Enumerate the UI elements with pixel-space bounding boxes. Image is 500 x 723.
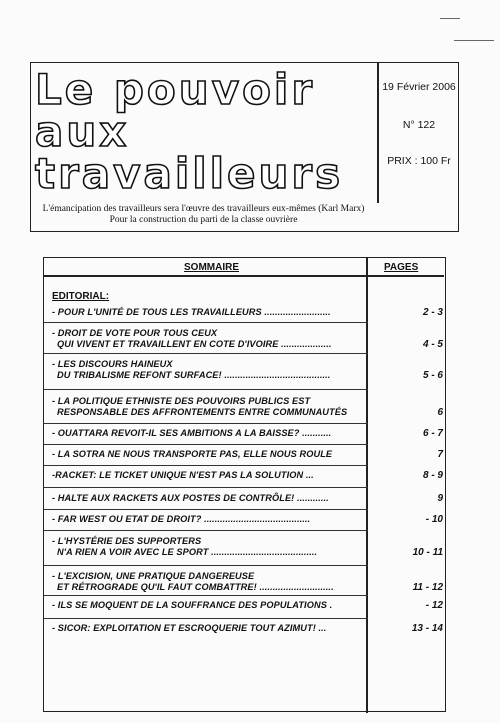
toc-entry: [52, 514, 362, 525]
toc-entry: [52, 571, 362, 593]
toc-row-separator: [44, 618, 368, 619]
toc-entry-title-line: - L'EXCISION, UNE PRATIQUE DANGEREUSE: [52, 571, 255, 581]
toc-entry: [52, 428, 362, 439]
issue-price: PRIX : 100 Fr: [387, 155, 451, 167]
toc-entry-pages: 9: [437, 493, 443, 504]
toc-section-editorial: EDITORIAL:: [52, 291, 110, 302]
scan-mark: [440, 18, 460, 19]
toc-row-separator: [44, 530, 368, 531]
toc-entry-title-line: - OUATTARA REVOIT-IL SES AMBITIONS A LA BAISSE? ...........: [52, 428, 332, 438]
toc-entry-pages: 13 - 14: [411, 623, 443, 634]
title-line-1: Le pouvoir: [35, 65, 316, 114]
toc-entry-pages: 5 - 6: [422, 370, 443, 381]
toc-entry-pages: 6: [437, 407, 443, 418]
table-of-contents: [43, 257, 446, 712]
toc-entry-title-line: - LA POLITIQUE ETHNISTE DES POUVOIRS PUBLICS EST: [52, 396, 311, 406]
toc-entry-title-line: - HALTE AUX RACKETS AUX POSTES DE CONTRÔLE! ............: [52, 493, 329, 503]
toc-row-separator: [44, 389, 368, 390]
toc-entry-pages: 4 - 5: [422, 339, 443, 350]
subtitle-quote: L'émancipation des travailleurs sera l'œuvre des travailleurs eux-mêmes (Karl Marx): [42, 204, 365, 214]
toc-entry-title-line: - LA SOTRA NE NOUS TRANSPORTE PAS, ELLE NOUS ROULE: [52, 449, 333, 459]
toc-entry-title-line: DU TRIBALISME REFONT SURFACE! ........................................: [57, 370, 331, 380]
toc-entry: [52, 359, 362, 381]
toc-entry: [52, 307, 362, 318]
masthead: [30, 62, 459, 232]
toc-pages-heading: PAGES: [384, 262, 419, 273]
issue-date: 19 Février 2006: [382, 81, 456, 93]
toc-row-separator: [44, 595, 368, 596]
toc-entry-title-line: N'A RIEN A VOIR AVEC LE SPORT ........................................: [57, 547, 318, 557]
toc-entry: [52, 536, 362, 558]
toc-entry-title-line: - SICOR: EXPLOITATION ET ESCROQUERIE TOUT AZIMUT! ...: [52, 623, 327, 633]
toc-row-separator: [44, 353, 368, 354]
toc-entry: [52, 600, 362, 611]
toc-row-separator: [44, 465, 368, 466]
toc-entry-pages: 7: [437, 449, 443, 460]
title-line-2: aux: [35, 107, 130, 156]
newspaper-title: [35, 65, 375, 198]
toc-entry-title-line: - FAR WEST OU ETAT DE DROIT? ........................................: [52, 514, 311, 524]
toc-entry-pages: 11 - 12: [412, 582, 443, 593]
toc-entry-title-line: - DROIT DE VOTE POUR TOUS CEUX: [52, 328, 218, 338]
toc-entry-title-line: ET RÉTROGRADE QU'IL FAUT COMBATTRE! ............................: [57, 582, 334, 592]
toc-entry-title-line: - LES DISCOURS HAINEUX: [52, 359, 173, 369]
toc-entry-title-line: - ILS SE MOQUENT DE LA SOUFFRANCE DES POPULATIONS .: [52, 600, 333, 610]
toc-entry-pages: 10 - 11: [412, 547, 443, 558]
toc-entry: [52, 470, 362, 481]
toc-entry-pages: 6 - 7: [422, 428, 443, 439]
toc-entry-pages: - 12: [425, 600, 443, 611]
toc-entry: [52, 449, 362, 460]
toc-row-separator: [44, 487, 368, 488]
toc-row-separator: [44, 509, 368, 510]
toc-entry-title-line: RESPONSABLE DES AFFRONTEMENTS ENTRE COMMUNAUTÉS: [57, 407, 348, 417]
toc-entry-pages: 8 - 9: [422, 470, 443, 481]
toc-entry-pages: 2 - 3: [422, 307, 443, 318]
toc-header-rule: [44, 275, 444, 277]
toc-entry-title-line: - L'HYSTÉRIE DES SUPPORTERS: [52, 536, 202, 546]
toc-entry: [52, 396, 362, 418]
scan-mark: [454, 40, 494, 41]
masthead-subtitle: [31, 204, 376, 226]
toc-row-separator: [44, 565, 368, 566]
toc-row-separator: [44, 322, 368, 323]
toc-entry: [52, 623, 362, 634]
toc-heading: SOMMAIRE: [184, 262, 239, 273]
toc-entry: [52, 493, 362, 504]
toc-entry-title-line: - POUR L'UNITÉ DE TOUS LES TRAVAILLEURS .........................: [52, 307, 331, 317]
toc-entry-title-line: -RACKET: LE TICKET UNIQUE N'EST PAS LA SOLUTION ...: [52, 470, 314, 480]
toc-row-separator: [44, 444, 368, 445]
toc-row-separator: [44, 423, 368, 424]
toc-entry-pages: - 10: [425, 514, 443, 525]
title-line-3: travailleurs: [35, 149, 344, 198]
toc-column-divider: [366, 258, 368, 713]
toc-entry-title-line: QUI VIVENT ET TRAVAILLENT EN COTE D'IVOIRE ...................: [57, 339, 332, 349]
issue-number: N° 122: [402, 119, 436, 131]
toc-entry: [52, 328, 362, 350]
subtitle-mission: Pour la construction du parti de la classe ouvrière: [109, 215, 298, 225]
